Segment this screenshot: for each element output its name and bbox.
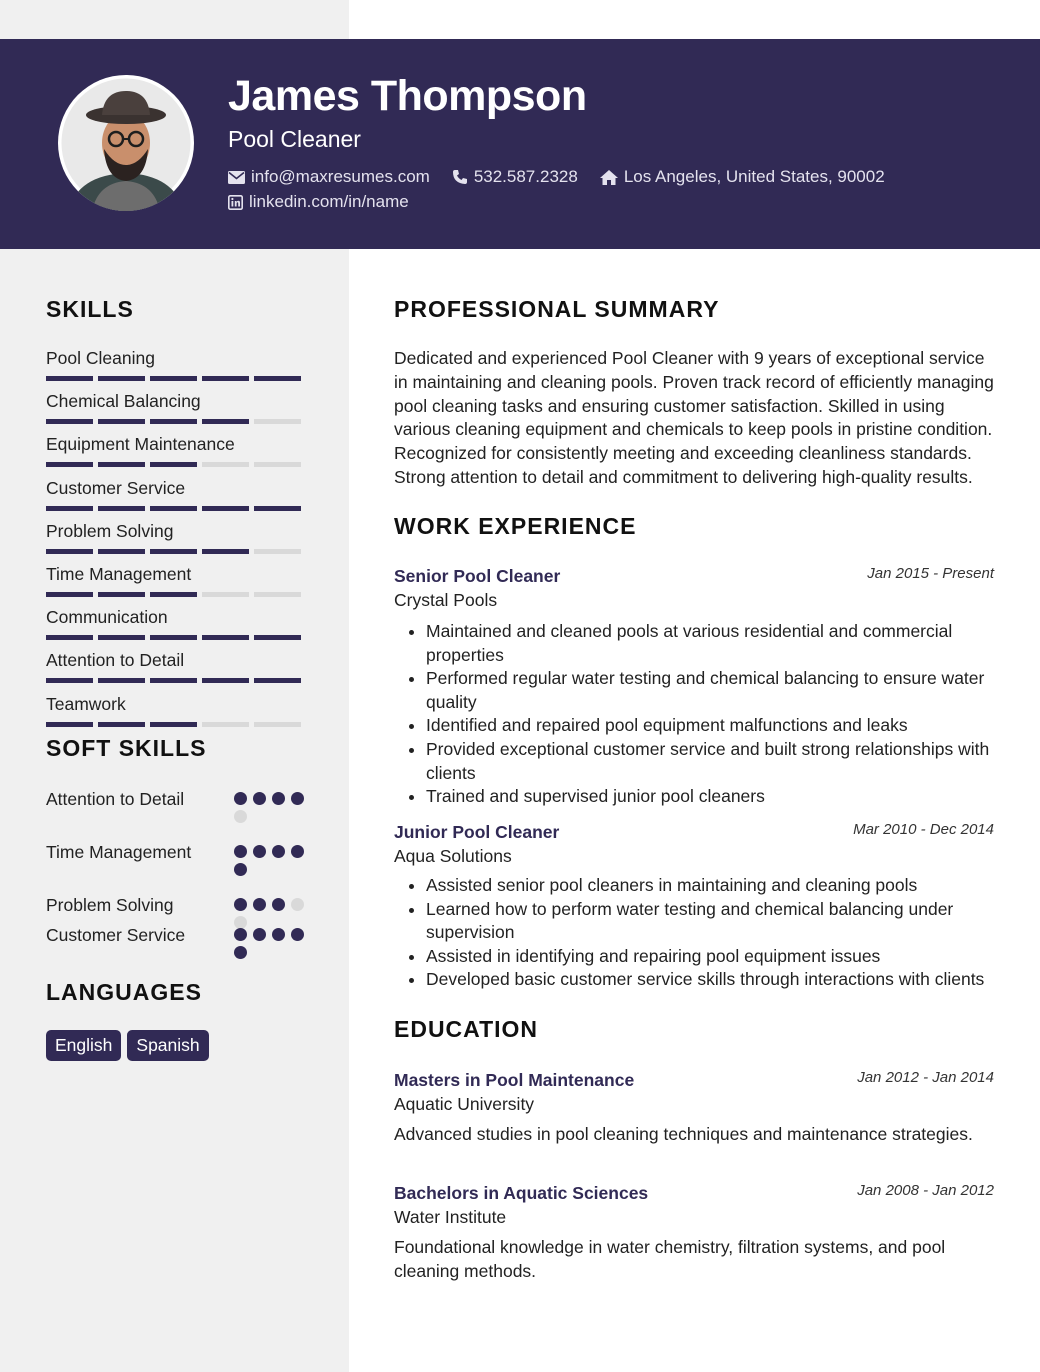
location-text: Los Angeles, United States, 90002 (623, 167, 885, 186)
skill-level-segment (254, 722, 301, 727)
soft-skill-item (46, 924, 306, 977)
skill-level-bar (46, 722, 306, 727)
school-name: Water Institute (394, 1207, 507, 1227)
skill-level-segment (150, 462, 197, 467)
skill-level-segment (254, 635, 301, 640)
education-description: Advanced studies in pool cleaning techniques and maintenance strategies. (394, 1124, 973, 1144)
skill-level-segment (202, 722, 249, 727)
rating-dot (291, 928, 304, 941)
education-dates: Jan 2012 - Jan 2014 (857, 1069, 994, 1086)
skill-label: Problem Solving (46, 520, 174, 541)
degree-title: Bachelors in Aquatic Sciences (394, 1183, 649, 1203)
rating-dot (272, 792, 285, 805)
skill-label: Attention to Detail (46, 650, 185, 671)
soft-skill-label: Customer Service (46, 925, 186, 945)
rating-dot (291, 898, 304, 911)
skill-level-bar (46, 462, 306, 467)
skill-level-segment (150, 722, 197, 727)
skill-level-segment (98, 462, 145, 467)
skill-level-segment (202, 678, 249, 683)
soft-skill-rating (234, 924, 306, 977)
skill-level-segment (202, 592, 249, 597)
skill-level-segment (98, 722, 145, 727)
skill-label: Teamwork (46, 693, 126, 714)
avatar (58, 75, 194, 211)
skill-level-segment (46, 592, 93, 597)
skill-level-segment (254, 419, 301, 424)
skill-level-segment (254, 549, 301, 554)
school-name: Aquatic University (394, 1094, 535, 1114)
skill-level-segment (254, 376, 301, 381)
job-bullet: • Maintained and cleaned pools at various residential and commercial properties (426, 620, 994, 667)
skill-level-segment (202, 506, 249, 511)
soft-skill-rating (234, 788, 306, 841)
education-entry (394, 1069, 994, 1147)
job-bullets (394, 620, 994, 809)
resume-header (0, 39, 1040, 249)
skill-level-segment (46, 419, 93, 424)
skills-list (46, 346, 306, 735)
education-dates: Jan 2008 - Jan 2012 (857, 1182, 994, 1199)
education-entry (394, 1182, 994, 1283)
skill-level-bar (46, 635, 306, 640)
skill-item (46, 692, 306, 735)
contact-phone[interactable] (452, 167, 578, 187)
languages-list (46, 1030, 209, 1061)
skill-level-bar (46, 376, 306, 381)
skill-label: Customer Service (46, 477, 186, 498)
skill-level-segment (46, 722, 93, 727)
job-company: Aqua Solutions (394, 846, 512, 866)
rating-dot (234, 946, 247, 959)
candidate-name: James Thompson (228, 72, 587, 120)
skill-level-bar (46, 678, 306, 683)
job-title: Senior Pool Cleaner (394, 566, 561, 586)
skill-item (46, 476, 306, 519)
soft-skills-heading: SOFT SKILLS (46, 735, 207, 761)
contact-row-secondary (228, 192, 431, 212)
summary-heading: PROFESSIONAL SUMMARY (394, 296, 720, 322)
skill-item (46, 605, 306, 648)
linkedin-icon (228, 195, 243, 210)
job-company: Crystal Pools (394, 590, 498, 610)
job-dates: Mar 2010 - Dec 2014 (853, 821, 994, 838)
job-bullet: • Identified and repaired pool equipment malfunctions and leaks (426, 714, 994, 738)
contact-email[interactable] (228, 167, 430, 187)
skill-label: Equipment Maintenance (46, 434, 235, 455)
job-bullet: • Performed regular water testing and chemical balancing to ensure water quality (426, 667, 994, 714)
soft-skill-label: Attention to Detail (46, 789, 185, 809)
soft-skill-item (46, 894, 306, 924)
skill-level-segment (98, 592, 145, 597)
skill-level-segment (150, 376, 197, 381)
skill-level-segment (98, 678, 145, 683)
skill-level-segment (254, 678, 301, 683)
job-bullets (394, 874, 994, 992)
skill-level-segment (150, 506, 197, 511)
soft-skill-item (46, 841, 306, 894)
rating-dot (272, 898, 285, 911)
languages-heading: LANGUAGES (46, 979, 202, 1005)
soft-skill-rating (234, 841, 306, 894)
skill-level-segment (46, 376, 93, 381)
skill-level-segment (202, 462, 249, 467)
skill-level-segment (254, 462, 301, 467)
job-entry (394, 821, 994, 992)
soft-skill-rating (234, 894, 306, 924)
skill-level-bar (46, 592, 306, 597)
skill-level-segment (46, 678, 93, 683)
rating-dot (272, 845, 285, 858)
rating-dot (234, 810, 247, 823)
phone-icon (452, 169, 468, 185)
contact-linkedin[interactable] (228, 192, 409, 212)
rating-dot (234, 792, 247, 805)
job-bullet: • Assisted senior pool cleaners in maintaining and cleaning pools (426, 874, 994, 898)
rating-dot (234, 928, 247, 941)
job-entry (394, 565, 994, 809)
email-text: info@maxresumes.com (251, 167, 430, 186)
job-title: Junior Pool Cleaner (394, 822, 560, 842)
skill-level-segment (150, 419, 197, 424)
rating-dot (234, 898, 247, 911)
skill-level-segment (98, 419, 145, 424)
rating-dot (291, 845, 304, 858)
job-bullet: • Trained and supervised junior pool cleaners (426, 785, 994, 809)
phone-text: 532.587.2328 (473, 167, 578, 186)
envelope-icon (228, 171, 245, 184)
skill-level-segment (46, 462, 93, 467)
skill-item (46, 432, 306, 475)
skill-level-segment (150, 635, 197, 640)
soft-skill-label: Time Management (46, 842, 192, 862)
job-bullet: • Developed basic customer service skills through interactions with clients (426, 968, 994, 992)
rating-dot (272, 928, 285, 941)
rating-dot (234, 845, 247, 858)
degree-title: Masters in Pool Maintenance (394, 1070, 635, 1090)
skill-item (46, 389, 306, 432)
education-description: Foundational knowledge in water chemistry, filtration systems, and pool cleaning methods. (394, 1237, 946, 1281)
skill-label: Chemical Balancing (46, 391, 201, 412)
skill-level-segment (46, 506, 93, 511)
contact-location (600, 167, 885, 187)
job-dates: Jan 2015 - Present (867, 565, 994, 582)
soft-skill-label: Problem Solving (46, 895, 174, 915)
skill-level-segment (46, 549, 93, 554)
job-bullet: • Provided exceptional customer service and built strong relationships with clients (426, 738, 994, 785)
rating-dot (234, 863, 247, 876)
skill-level-segment (254, 592, 301, 597)
skill-item (46, 519, 306, 562)
skill-level-segment (46, 635, 93, 640)
skill-label: Communication (46, 607, 168, 628)
skill-label: Time Management (46, 563, 192, 584)
home-icon (600, 170, 618, 185)
rating-dot (253, 845, 266, 858)
rating-dot (253, 898, 266, 911)
skill-level-segment (202, 635, 249, 640)
contact-row-primary (228, 167, 907, 187)
education-heading: EDUCATION (394, 1016, 539, 1042)
rating-dot (291, 792, 304, 805)
candidate-title: Pool Cleaner (228, 126, 361, 152)
skill-level-segment (150, 592, 197, 597)
skills-heading: SKILLS (46, 296, 134, 322)
skill-level-segment (98, 549, 145, 554)
job-bullet: • Assisted in identifying and repairing pool equipment issues (426, 945, 994, 969)
job-bullet: • Learned how to perform water testing and chemical balancing under supervision (426, 898, 994, 945)
linkedin-text: linkedin.com/in/name (249, 192, 409, 211)
language-tag: Spanish (127, 1030, 208, 1061)
skill-level-segment (202, 376, 249, 381)
skill-level-segment (150, 549, 197, 554)
skill-level-segment (202, 419, 249, 424)
soft-skills-list (46, 788, 306, 977)
skill-item (46, 346, 306, 389)
skill-level-bar (46, 419, 306, 424)
skill-level-segment (98, 635, 145, 640)
language-tag: English (46, 1030, 121, 1061)
summary-text: Dedicated and experienced Pool Cleaner with 9 years of exceptional service in maintaining and cleaning pools. Proven track record of efficiently managing pool cleaning tasks and ensuring customer satisfaction. Skilled in using various cleaning equipment and chemicals to keep pools in pristine condition. Recognized for consistently meeting and exceeding cleanliness standards. Strong attention to detail and commitment to delivering high-quality results. (394, 348, 994, 487)
skill-level-bar (46, 549, 306, 554)
skill-label: Pool Cleaning (46, 348, 155, 368)
skill-level-segment (98, 506, 145, 511)
skill-level-bar (46, 506, 306, 511)
skill-level-segment (254, 506, 301, 511)
rating-dot (253, 928, 266, 941)
skill-level-segment (150, 678, 197, 683)
skill-level-segment (98, 376, 145, 381)
soft-skill-item (46, 788, 306, 841)
skill-item (46, 562, 306, 605)
skill-item (46, 648, 306, 691)
rating-dot (253, 792, 266, 805)
experience-heading: WORK EXPERIENCE (394, 513, 637, 539)
skill-level-segment (202, 549, 249, 554)
